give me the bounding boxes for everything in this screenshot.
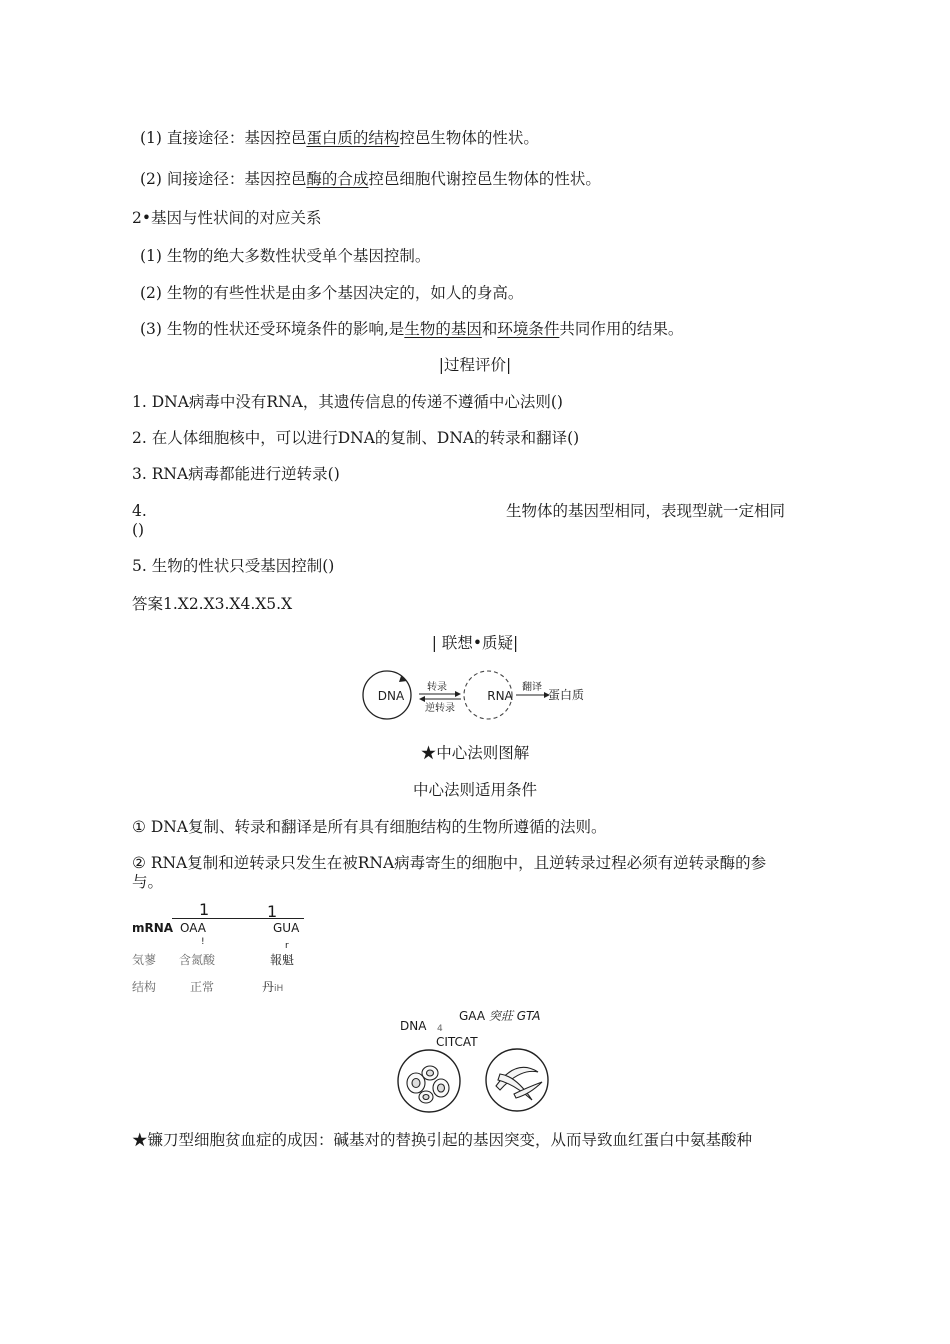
mrna-label: mRNA (132, 921, 174, 935)
amino-acid-mutant: 報魁 (270, 953, 295, 967)
paragraph: (2) 生物的有些性状是由多个基因决定的，如人的身高。 (140, 284, 524, 302)
question-4-paren: () (132, 521, 145, 539)
dna-mutation-sequence: GAA 突莊 GTA (459, 1009, 541, 1023)
dna-mutation-marker: 4 (437, 1024, 443, 1034)
pathway-indirect: (2) 间接途径：基因控邑酶的合成控邑细胞代谢控邑生物体的性状。 (140, 170, 601, 188)
codon-tick-2: r (285, 941, 289, 951)
structure-mutant: 丹iH (262, 980, 284, 994)
reverse-transcription-label: 逆转录 (425, 703, 455, 714)
condition-2-line-2: 与。 (132, 873, 164, 891)
underlined-term: 蛋白质的结构 (306, 129, 400, 147)
pathway-direct: (1) 直接途径：基因控邑蛋白质的结构控邑生物体的性状。 (140, 129, 539, 147)
question-3: 3. RNA病毒都能进行逆转录() (132, 465, 340, 483)
question-1: 1. DNA病毒中没有RNA，其遗传信息的传递不遵循中心法则() (132, 393, 563, 411)
question-4-text: 生物体的基因型相同，表现型就一定相同 (506, 502, 786, 520)
question-4-number: 4. (132, 502, 147, 520)
answer-key: 答案1.X2.X3.X4.X5.X (132, 595, 293, 613)
structure-row-label: 结构 (132, 980, 157, 994)
transcription-label: 转录 (427, 682, 447, 693)
underlined-term: 酶的合成 (306, 170, 369, 188)
dna-mutation-label: DNA (400, 1019, 427, 1033)
mrna-strand-line (172, 918, 304, 919)
amino-acid-row-label: 気蓼 (132, 953, 157, 967)
figure-mark-1: 1 (199, 900, 210, 919)
eval-title: |过程评价| (438, 356, 512, 374)
dna-complement-sequence: CITCAT (436, 1035, 478, 1049)
sickle-cells (496, 1067, 542, 1100)
rna-node-label: RNA (487, 689, 513, 703)
figure-mark-2: 1 (267, 902, 278, 921)
paragraph: (1) 生物的绝大多数性状受单个基因控制。 (140, 247, 431, 265)
sickle-cell-cause: ★镰刀型细胞贫血症的成因：碱基对的替换引起的基因突变，从而导致血红蛋白中氨基酸种 (132, 1131, 753, 1149)
think-title: | 联想•质疑| (431, 634, 519, 652)
question-2: 2. 在人体细胞核中，可以进行DNA的复制、DNA的转录和翻译() (132, 429, 580, 447)
condition-2-line-1: ② RNA复制和逆转录只发生在被RNA病毒寄生的细胞中，且逆转录过程必须有逆转录酶的参 (132, 854, 767, 872)
underlined-term: 环境条件 (497, 320, 560, 338)
normal-red-blood-cells (407, 1066, 449, 1103)
question-5: 5. 生物的性状只受基因控制() (132, 557, 335, 575)
central-dogma-diagram (360, 668, 600, 724)
section-title: 2•基因与性状间的对应关系 (132, 209, 322, 227)
underlined-term: 生物的基因 (404, 320, 482, 338)
codon-normal: OAA (180, 921, 206, 935)
central-subtitle: 中心法则适用条件 (412, 781, 537, 799)
structure-normal: 正常 (190, 980, 215, 994)
codon-tick-1: ! (201, 937, 205, 947)
codon-mutant: GUA (273, 921, 300, 935)
red-blood-cells-figure (396, 1048, 554, 1116)
central-title: ★中心法则图解 (420, 744, 530, 762)
dna-node-label: DNA (377, 689, 405, 703)
protein-label: 蛋白质 (548, 688, 585, 702)
amino-acid-normal: 含氮酸 (179, 953, 216, 967)
condition-1: ① DNA复制、转录和翻译是所有具有细胞结构的生物所遵循的法则。 (132, 818, 607, 836)
paragraph: (3) 生物的性状还受环境条件的影响,是生物的基因和环境条件共同作用的结果。 (140, 320, 684, 338)
translation-label: 翻译 (522, 682, 542, 693)
